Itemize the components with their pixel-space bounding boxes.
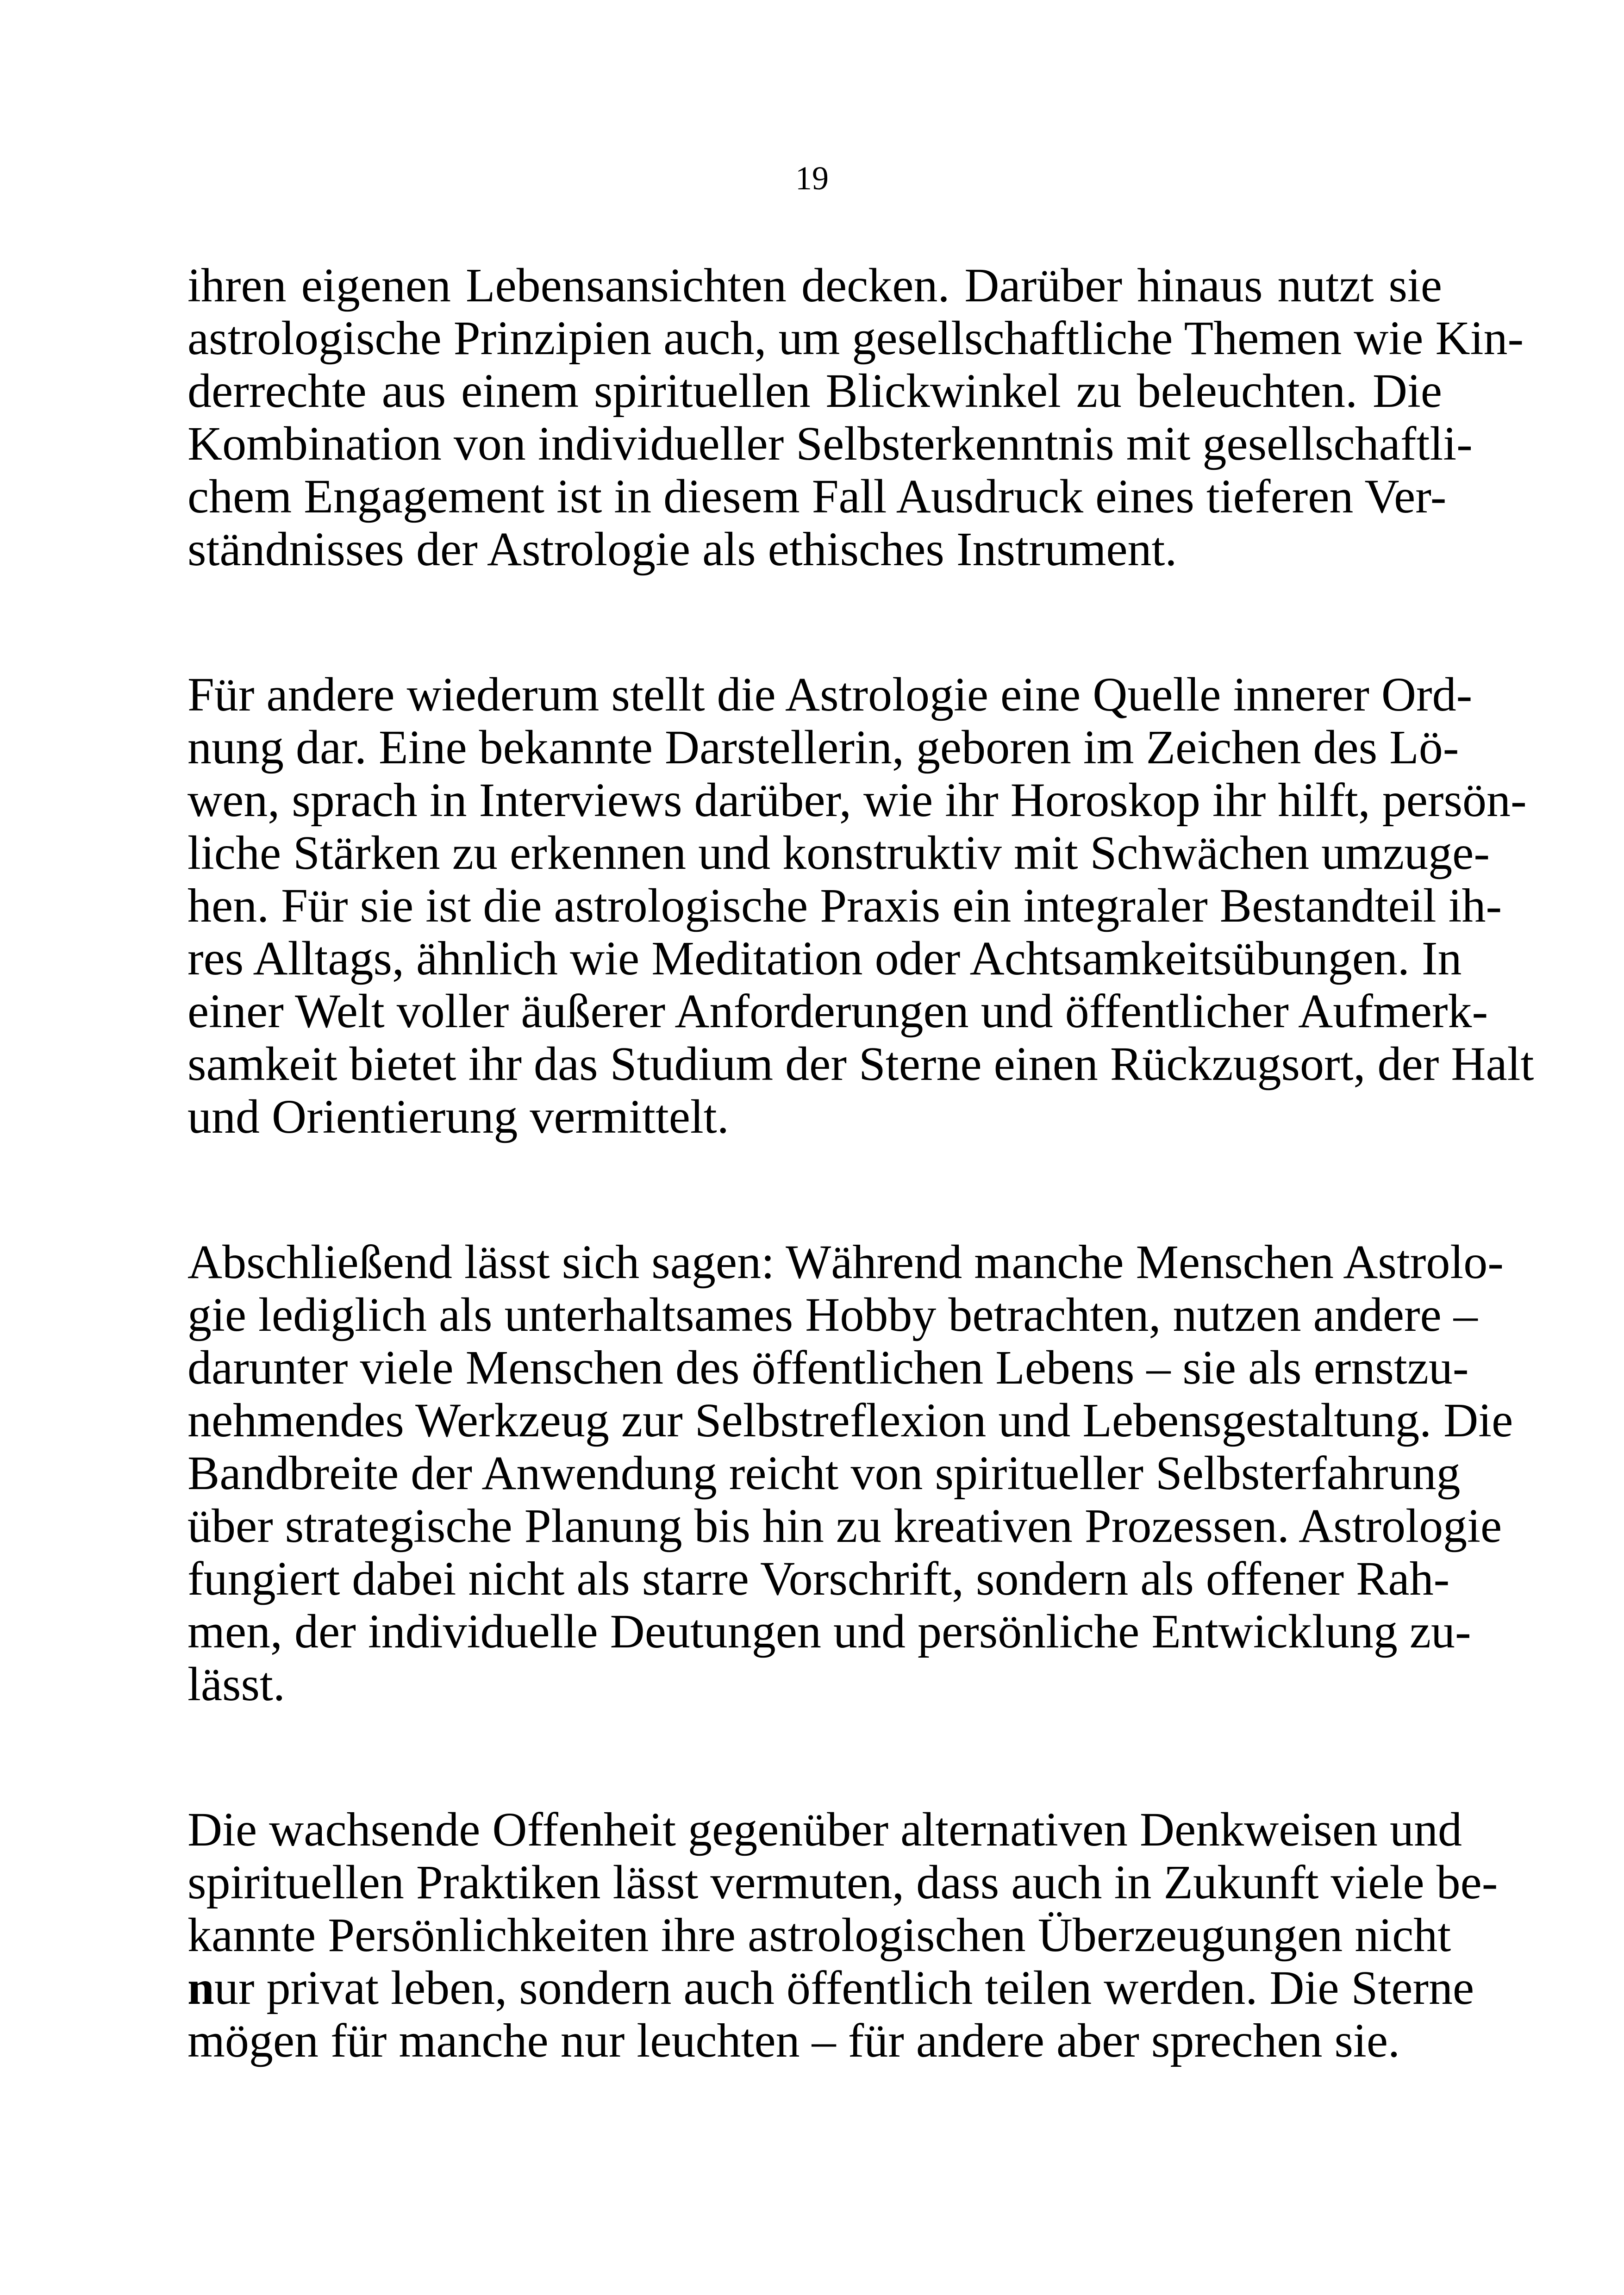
text-line-with-bold (187, 1961, 1474, 2014)
paragraph-1 (187, 259, 1524, 576)
body-text (187, 259, 1534, 2160)
text-line: kannte Persönlichkeiten ihre astrologischen Überzeugungen nicht (187, 1908, 1451, 1962)
text-line: Kombination von individueller Selbsterkenntnis mit gesellschaftli- (187, 417, 1473, 470)
text-line: res Alltags, ähnlich wie Meditation oder Achtsamkeitsübungen. In (187, 932, 1462, 985)
text-line: wen, sprach in Interviews darüber, wie ihr Horoskop ihr hilft, persön- (187, 773, 1527, 827)
text-line: lässt. (187, 1658, 285, 1711)
text-line: mögen für manche nur leuchten – für andere aber sprechen sie. (187, 2014, 1400, 2067)
text-line: einer Welt voller äußerer Anforderungen und öffentlicher Aufmerk- (187, 985, 1488, 1038)
text-line: hen. Für sie ist die astrologische Praxis ein integraler Bestandteil ih- (187, 879, 1502, 932)
text-line: Die wachsende Offenheit gegenüber alternativen Denkweisen und (187, 1803, 1462, 1856)
text-line: nung dar. Eine bekannte Darstellerin, geboren im Zeichen des Lö- (187, 721, 1459, 774)
text-line: nehmendes Werkzeug zur Selbstreflexion und Lebensgestaltung. Die (187, 1394, 1513, 1447)
paragraph-2 (187, 668, 1534, 1143)
text-line: derrechte aus einem spirituellen Blickwinkel zu beleuchten. Die (187, 364, 1442, 418)
text-line: fungiert dabei nicht als starre Vorschrift, sondern als offener Rah- (187, 1552, 1450, 1605)
text-line: über strategische Planung bis hin zu kreativen Prozessen. Astrologie (187, 1499, 1502, 1553)
text-line: Für andere wiederum stellt die Astrologie eine Quelle innerer Ord- (187, 668, 1473, 721)
text-line: ihren eigenen Lebensansichten decken. Darüber hinaus nutzt sie (187, 259, 1442, 312)
text-line: liche Stärken zu erkennen und konstruktiv mit Schwächen umzuge- (187, 826, 1490, 879)
text-line-rest: ur privat leben, sondern auch öffentlich teilen werden. Die Sterne (214, 1961, 1474, 2014)
text-line: Abschließend lässt sich sagen: Während manche Menschen Astrolo- (187, 1235, 1504, 1289)
text-line: samkeit bietet ihr das Studium der Sterne einen Rückzugsort, der Halt (187, 1037, 1534, 1091)
text-line: ständnisses der Astrologie als ethisches Instrument. (187, 523, 1177, 576)
page-number: 19 (795, 160, 829, 197)
text-line: und Orientierung vermittelt. (187, 1090, 729, 1143)
text-line: gie lediglich als unterhaltsames Hobby betrachten, nutzen andere – (187, 1288, 1478, 1341)
text-line: Bandbreite der Anwendung reicht von spiritueller Selbsterfahrung (187, 1447, 1461, 1500)
bold-letter: n (187, 1961, 214, 2014)
text-line: chem Engagement ist in diesem Fall Ausdruck eines tieferen Ver- (187, 470, 1447, 523)
text-line: men, der individuelle Deutungen und persönliche Entwicklung zu- (187, 1605, 1471, 1658)
text-line: spirituellen Praktiken lässt vermuten, dass auch in Zukunft viele be- (187, 1856, 1498, 1909)
paragraph-3 (187, 1235, 1513, 1711)
text-line: astrologische Prinzipien auch, um gesellschaftliche Themen wie Kin- (187, 312, 1524, 365)
text-line: darunter viele Menschen des öffentlichen Lebens – sie als ernstzu- (187, 1341, 1469, 1394)
paragraph-4 (187, 1803, 1498, 2067)
